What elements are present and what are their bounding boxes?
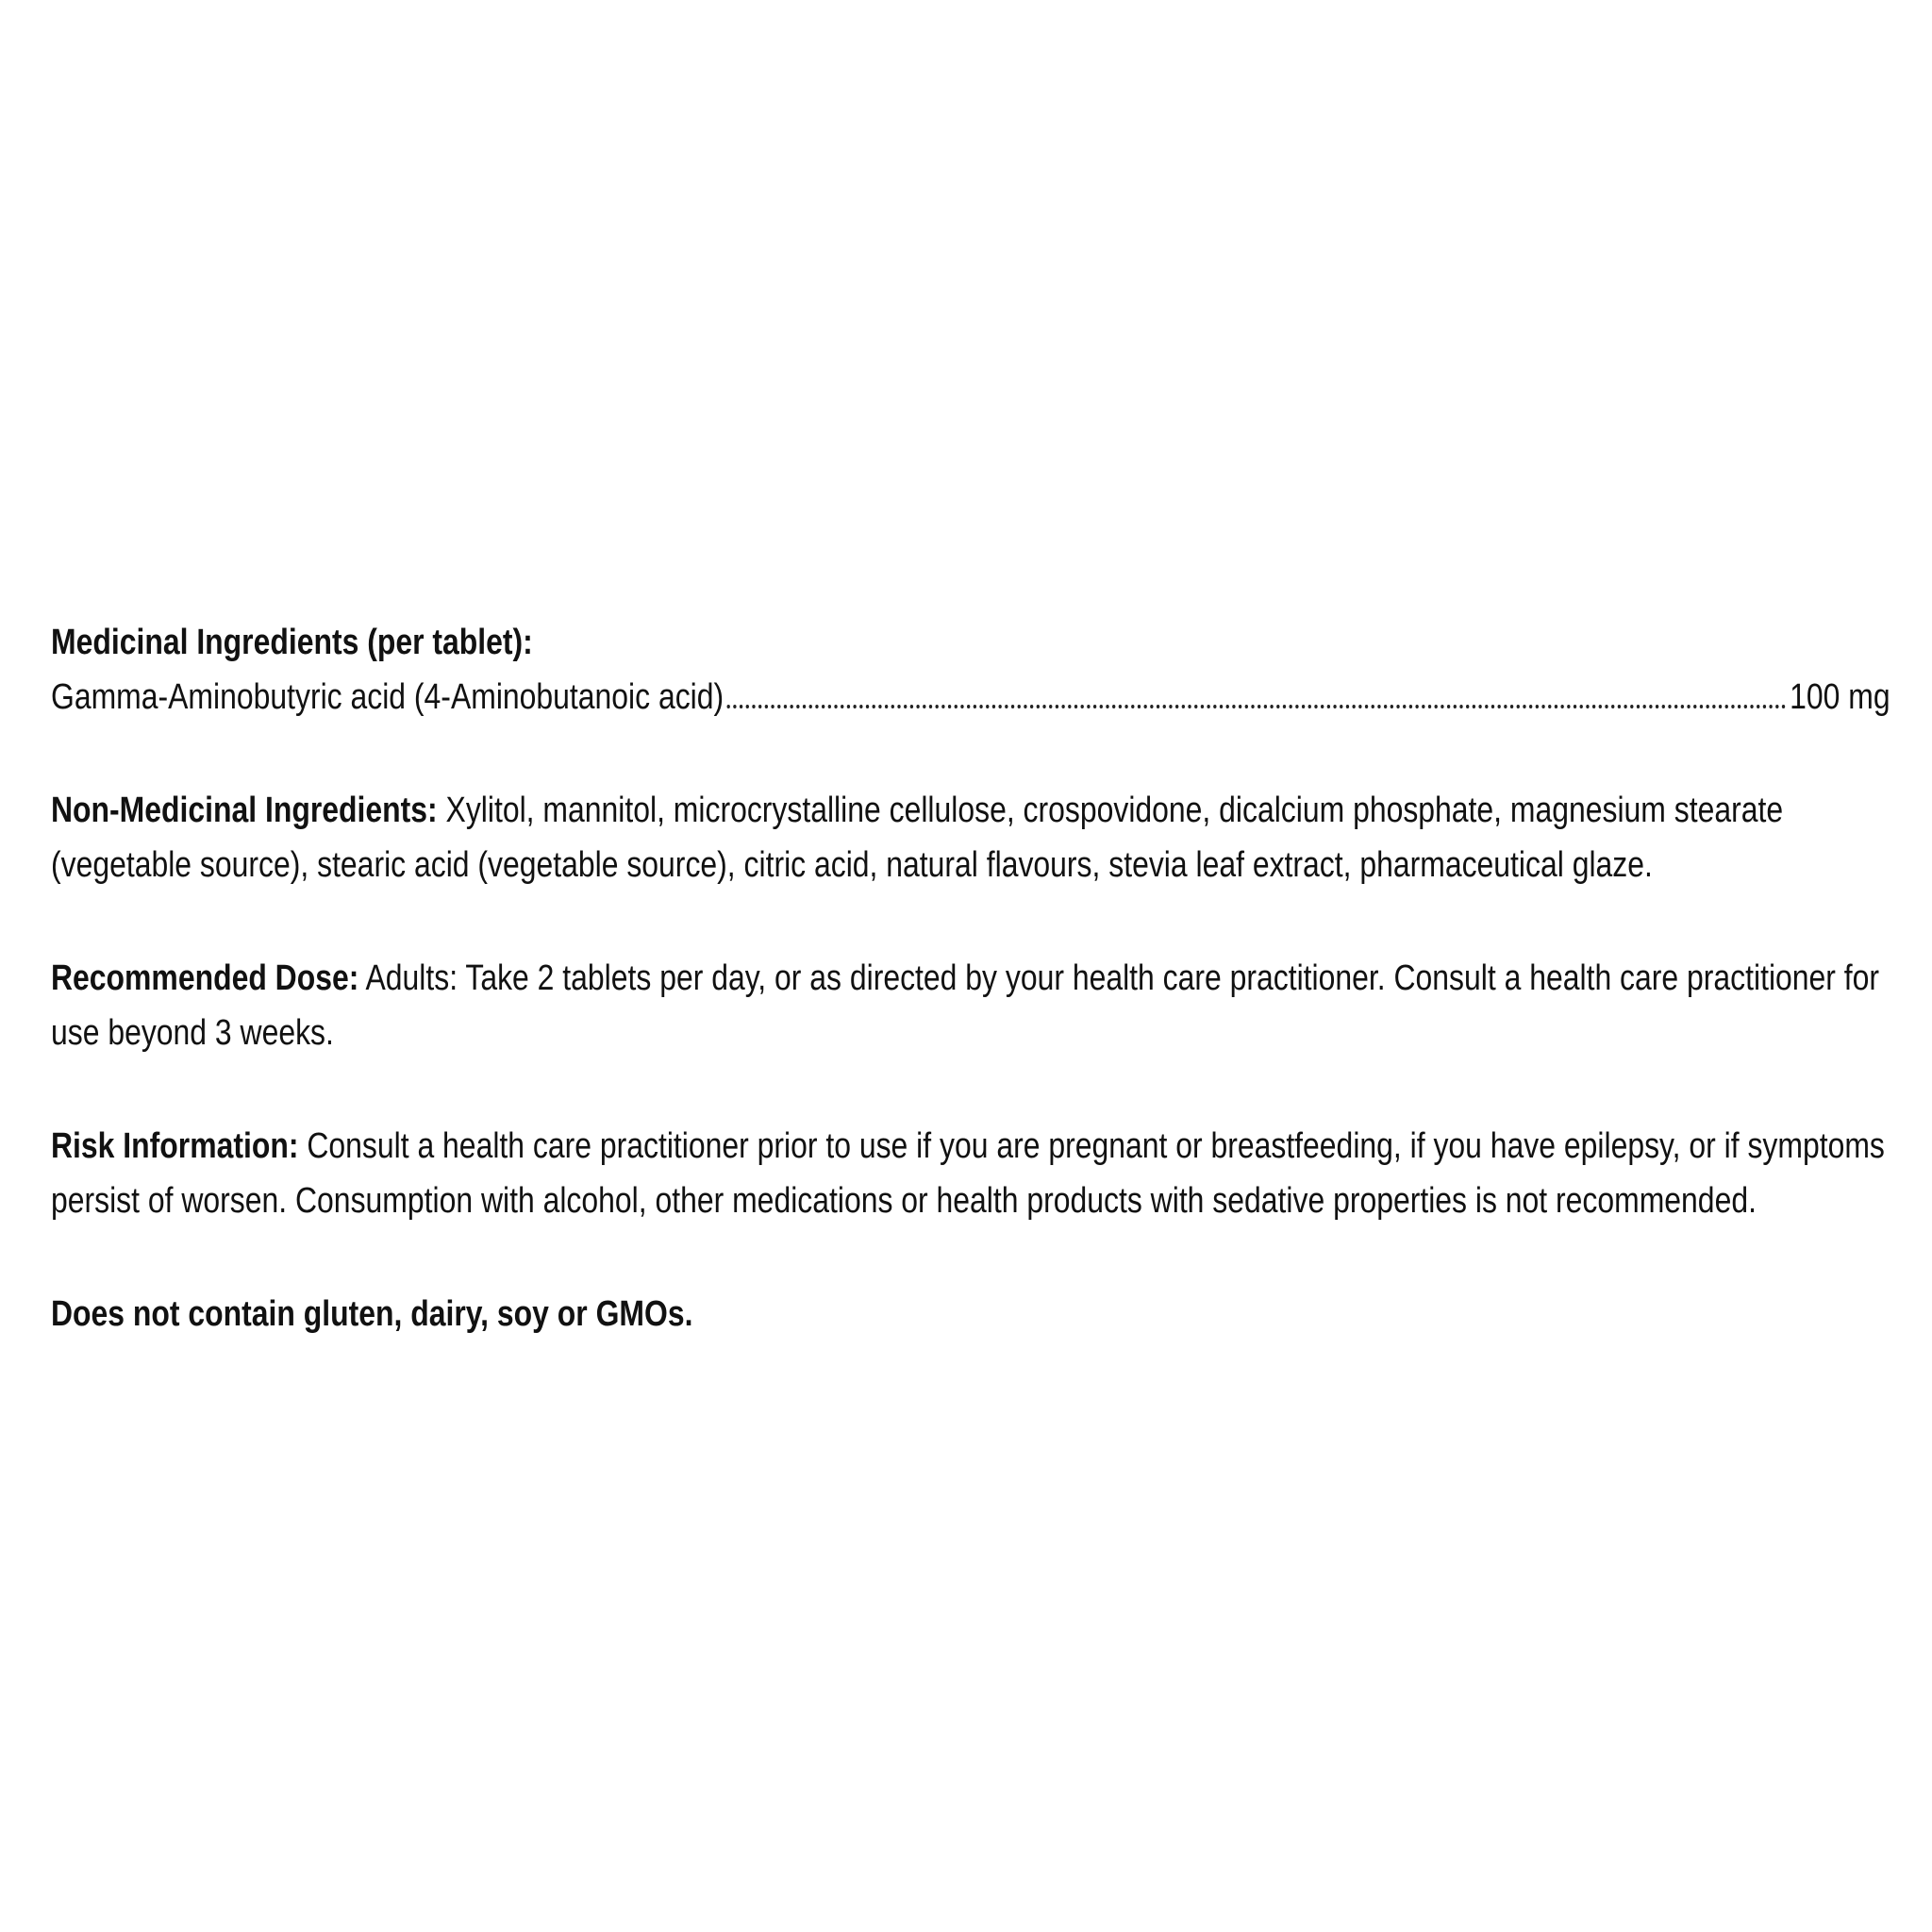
recommended-dose-text: Adults: Take 2 tablets per day, or as directed by your health care practitioner. Consult a health care practitioner for use beyond 3 weeks. [51, 958, 1880, 1053]
non-medicinal-ingredients-section [51, 783, 1890, 892]
recommended-dose-heading: Recommended Dose: [51, 958, 359, 998]
ingredient-amount: 100 mg [1790, 677, 1890, 717]
dot-leader [727, 705, 1787, 708]
ingredient-row [51, 670, 1890, 724]
risk-information-text: Consult a health care practitioner prior to use if you are pregnant or breastfeeding, if you have epilepsy, or if symptoms persist of worsen. Consumption with alcohol, other medications or health products with sedative properties is not recommended. [51, 1126, 1885, 1221]
medicinal-ingredients-heading: Medicinal Ingredients (per tablet): [51, 623, 533, 662]
recommended-dose-section [51, 951, 1890, 1060]
allergen-note: Does not contain gluten, dairy, soy or GMOs. [51, 1294, 693, 1334]
medicinal-ingredients-section [51, 615, 1890, 724]
ingredient-name: Gamma-Aminobutyric acid (4-Aminobutanoic acid) [51, 677, 724, 717]
non-medicinal-ingredients-text: Xylitol, mannitol, microcrystalline cellulose, crospovidone, dicalcium phosphate, magnesium stearate (vegetable source), stearic acid (vegetable source), citric acid, natural flavours, stevia leaf extract, pharmaceutical glaze. [51, 791, 1784, 885]
risk-information-section [51, 1119, 1890, 1228]
product-label-text [51, 615, 1890, 1400]
risk-information-heading: Risk Information: [51, 1126, 299, 1166]
non-medicinal-ingredients-heading: Non-Medicinal Ingredients: [51, 791, 438, 830]
